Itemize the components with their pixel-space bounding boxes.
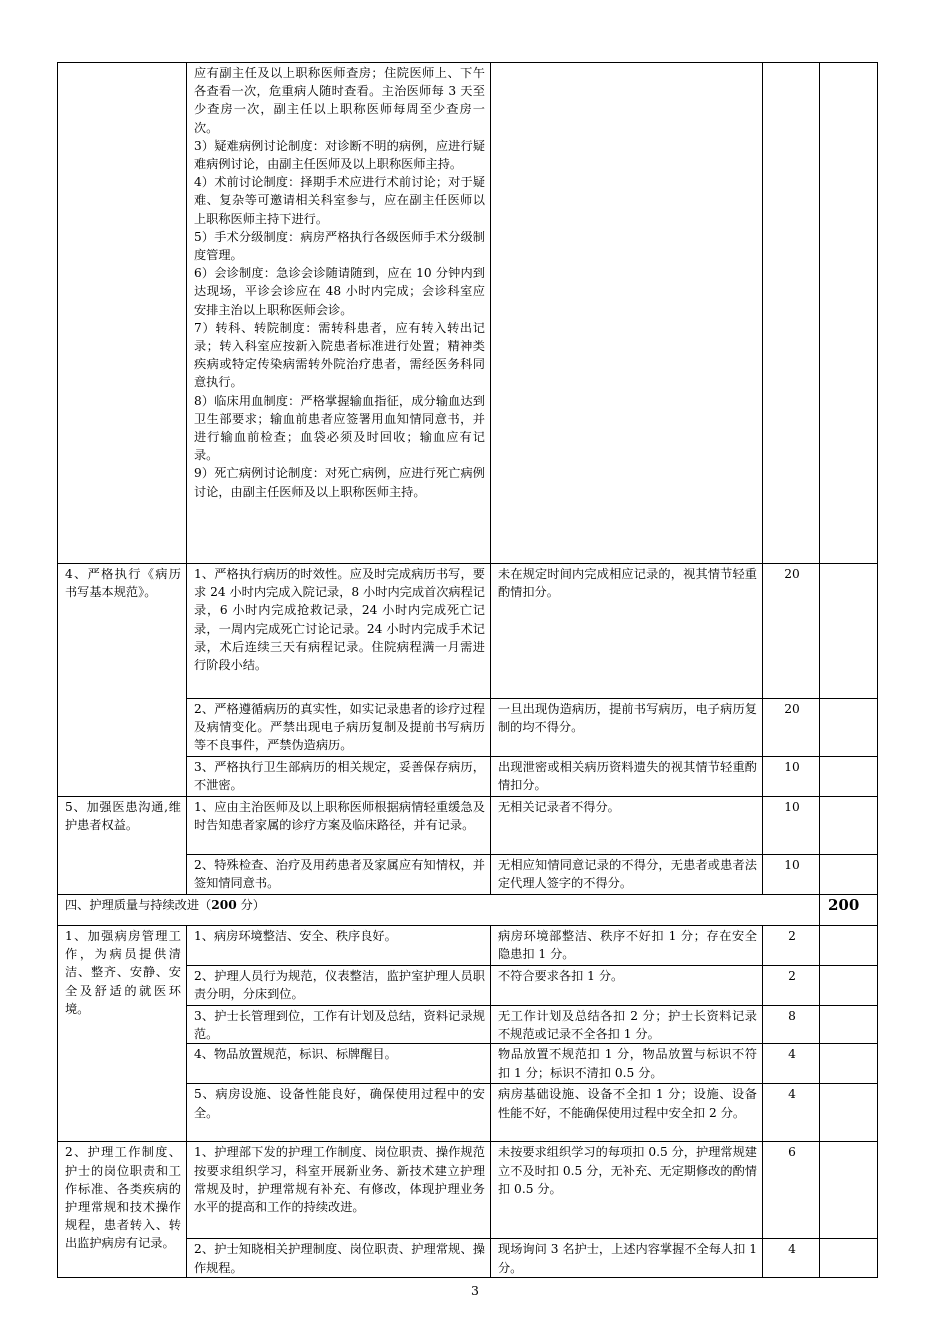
content-text: 9）死亡病例讨论制度：对死亡病例，应进行死亡病例讨论，由副主任医师及以上职称医师主持。 — [194, 466, 485, 499]
criteria-cell: 未在规定时间内完成相应记录的，视其情节轻重酌情扣分。 — [491, 564, 763, 699]
content-text: 应有副主任及以上职称医师查房；住院医师上、下午各查看一次，危重病人随时查看。主治医师每 3 天至少查房一次，副主任以上职称医师每周至少查房一次。 — [194, 66, 485, 135]
content-cell: 1、病房环境整洁、安全、秩序良好。 — [187, 926, 491, 966]
score-cell: 2 — [763, 926, 820, 966]
table-row — [58, 926, 878, 966]
criteria-cell: 不符合要求各扣 1 分。 — [491, 966, 763, 1006]
remark-cell — [820, 966, 878, 1006]
content-text: 5）手术分级制度：病房严格执行各级医师手术分级制度管理。 — [194, 229, 485, 263]
remark-cell — [820, 1044, 878, 1084]
score-cell: 10 — [763, 797, 820, 855]
remark-cell — [820, 63, 878, 564]
category-cell: 2、护理工作制度、护士的岗位职责和工作标准、各类疾病的护理常规和技术操作规程，患者转入、转出监护病房有记录。 — [58, 1142, 187, 1277]
content-cell: 1、应由主治医师及以上职称医师根据病情轻重缓急及时告知患者家属的诊疗方案及临床路径，并有记录。 — [187, 797, 491, 855]
table-row — [58, 564, 878, 699]
score-cell: 2 — [763, 966, 820, 1006]
criteria-cell — [491, 63, 763, 564]
content-text: 7）转科、转院制度：需转科患者，应有转入转出记录；转入科室应按新入院患者标准进行处置；精神类疾病或特定传染病需转外院治疗患者，需经医务科同意执行。 — [194, 320, 485, 390]
content-cell: 2、特殊检查、治疗及用药患者及家属应有知情权，并签知情同意书。 — [187, 855, 491, 895]
criteria-cell: 现场询问 3 名护士，上述内容掌握不全每人扣 1 分。 — [491, 1239, 763, 1277]
content-text: 4）术前讨论制度：择期手术应进行术前讨论；对于疑难、复杂等可邀请相关科室参与，应在副主任医师以上职称医师主持下进行。 — [194, 175, 485, 226]
content-cell: 2、护理人员行为规范，仪表整洁，监护室护理人员职责分明，分床到位。 — [187, 966, 491, 1006]
score-cell — [763, 63, 820, 564]
table-row — [58, 1142, 878, 1239]
table-row — [58, 63, 878, 564]
section-points: 200 — [211, 898, 237, 912]
content-text: 6）会诊制度：急诊会诊随请随到，应在 10 分钟内到达现场，平诊会诊应在 48 小时内完成；会诊科室应安排主治以上职称医师会诊。 — [194, 266, 485, 317]
score-cell: 10 — [763, 855, 820, 895]
content-cell: 2、严格遵循病历的真实性，如实记录患者的诊疗过程及病情变化。严禁出现电子病历复制及提前书写病历等不良事件，严禁伪造病历。 — [187, 699, 491, 757]
remark-cell — [820, 1142, 878, 1239]
section-title — [58, 895, 820, 926]
criteria-cell: 无相关记录者不得分。 — [491, 797, 763, 855]
criteria-cell: 出现泄密或相关病历资料遗失的视其情节轻重酌情扣分。 — [491, 757, 763, 797]
score-cell: 4 — [763, 1239, 820, 1277]
remark-cell — [820, 1006, 878, 1044]
section-unit: 分） — [236, 898, 265, 912]
content-text: 3）疑难病例讨论制度：对诊断不明的病例，应进行疑难病例讨论，由副主任医师及以上职称医师主持。 — [194, 138, 485, 172]
remark-cell — [820, 1239, 878, 1277]
criteria-cell: 病房环境部整洁、秩序不好扣 1 分；存在安全隐患扣 1 分。 — [491, 926, 763, 966]
score-cell: 4 — [763, 1044, 820, 1084]
remark-cell — [820, 797, 878, 855]
section-title-text: 四、护理质量与持续改进（ — [65, 898, 212, 912]
score-cell: 20 — [763, 564, 820, 699]
content-cell — [187, 63, 491, 564]
content-cell: 4、物品放置规范，标识、标牌醒目。 — [187, 1044, 491, 1084]
score-cell: 20 — [763, 699, 820, 757]
content-cell: 1、严格执行病历的时效性。应及时完成病历书写，要求 24 小时内完成入院记录，8 小时内完成首次病程记录，6 小时内完成抢救记录，24 小时内完成死亡记录，一周内完成死亡讨论记录。24 小时内完成手术记录，术后连续三天有病程记录。住院病程满一月需进行阶段小结。 — [187, 564, 491, 699]
content-text: 8）临床用血制度：严格掌握输血指征，成分输血达到卫生部要求；输血前患者应签署用血知情同意书，并进行输血前检查；血袋必须及时回收；输血应有记录。 — [194, 393, 485, 463]
criteria-cell: 未按要求组织学习的每项扣 0.5 分，护理常规建立不及时扣 0.5 分，无补充、无定期修改的酌情扣 0.5 分。 — [491, 1142, 763, 1239]
remark-cell — [820, 1084, 878, 1142]
score-cell: 8 — [763, 1006, 820, 1044]
category-cell: 4、严格执行《病历书写基本规范》。 — [58, 564, 187, 797]
content-cell: 1、护理部下发的护理工作制度、岗位职责、操作规范按要求组织学习，科室开展新业务、新技术建立护理常规及时，护理常规有补充、有修改，体现护理业务水平的提高和工作的持续改进。 — [187, 1142, 491, 1239]
content-cell: 5、病房设施、设备性能良好，确保使用过程中的安全。 — [187, 1084, 491, 1142]
criteria-cell: 物品放置不规范扣 1 分，物品放置与标识不符扣 1 分；标识不清扣 0.5 分。 — [491, 1044, 763, 1084]
score-cell: 6 — [763, 1142, 820, 1239]
page-number: 3 — [471, 1283, 479, 1298]
remark-cell — [820, 926, 878, 966]
evaluation-table — [57, 62, 878, 1278]
category-cell: 1、加强病房管理工作，为病员提供清洁、整齐、安静、安全及舒适的就医环境。 — [58, 926, 187, 1142]
score-cell: 4 — [763, 1084, 820, 1142]
criteria-cell: 病房基础设施、设备不全扣 1 分；设施、设备性能不好，不能确保使用过程中安全扣 2 分。 — [491, 1084, 763, 1142]
section-header-row — [58, 895, 878, 926]
table-row — [58, 797, 878, 855]
section-total: 200 — [820, 895, 878, 926]
remark-cell — [820, 855, 878, 895]
content-cell: 3、严格执行卫生部病历的相关规定，妥善保存病历，不泄密。 — [187, 757, 491, 797]
content-cell: 2、护士知晓相关护理制度、岗位职责、护理常规、操作规程。 — [187, 1239, 491, 1277]
criteria-cell: 无相应知情同意记录的不得分，无患者或患者法定代理人签字的不得分。 — [491, 855, 763, 895]
content-cell: 3、护士长管理到位，工作有计划及总结，资料记录规范。 — [187, 1006, 491, 1044]
remark-cell — [820, 757, 878, 797]
score-cell: 10 — [763, 757, 820, 797]
criteria-cell: 一旦出现伪造病历，提前书写病历，电子病历复制的均不得分。 — [491, 699, 763, 757]
remark-cell — [820, 699, 878, 757]
category-cell — [58, 63, 187, 564]
remark-cell — [820, 564, 878, 699]
category-cell: 5、加强医患沟通,维护患者权益。 — [58, 797, 187, 895]
criteria-cell: 无工作计划及总结各扣 2 分；护士长资料记录不规范或记录不全各扣 1 分。 — [491, 1006, 763, 1044]
